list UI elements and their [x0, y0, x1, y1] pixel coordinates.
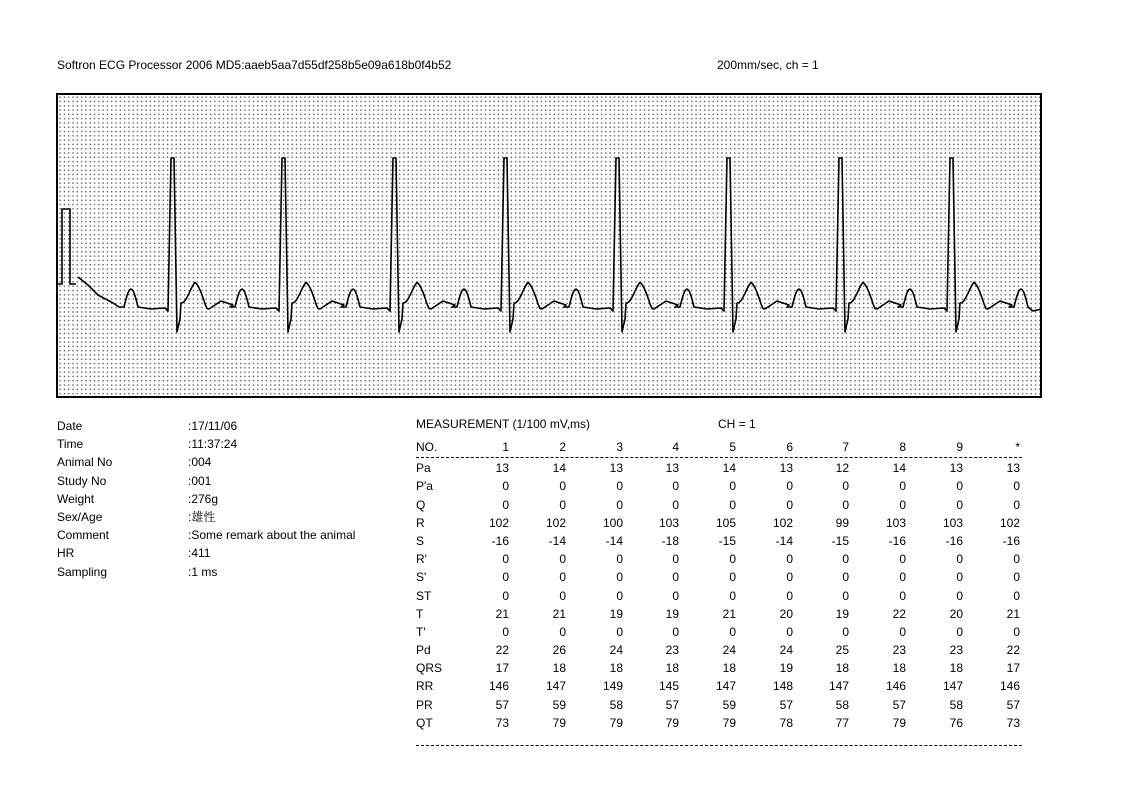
table-cell: 0: [502, 570, 509, 585]
table-cell: 148: [772, 679, 793, 694]
table-cell: 0: [729, 479, 736, 494]
table-cell: 0: [1013, 570, 1020, 585]
table-cell: 57: [892, 697, 906, 712]
table-row: [416, 623, 1022, 641]
table-row: [416, 550, 1022, 568]
table-cell: 0: [559, 479, 566, 494]
table-cell: 57: [1006, 697, 1020, 712]
table-cell: 0: [616, 588, 623, 603]
table-cell: 0: [842, 552, 849, 567]
info-label: HR: [57, 546, 75, 561]
table-cell: 21: [1006, 606, 1020, 621]
table-cell: 19: [609, 606, 623, 621]
table-cell: 79: [722, 715, 736, 730]
table-cell: 0: [956, 570, 963, 585]
table-row: [416, 714, 1022, 732]
table-cell: 18: [722, 661, 736, 676]
table-cell: 13: [1006, 461, 1020, 476]
table-row: [416, 459, 1022, 477]
table-cell: -15: [831, 533, 849, 548]
row-label: Pa: [416, 461, 431, 476]
ecg-strip: [56, 93, 1042, 398]
table-cell: 24: [779, 643, 793, 658]
table-cell: -16: [945, 533, 963, 548]
table-cell: 0: [956, 497, 963, 512]
table-cell: 19: [835, 606, 849, 621]
table-cell: 0: [559, 624, 566, 639]
table-cell: 0: [786, 479, 793, 494]
table-cell: 0: [559, 588, 566, 603]
table-cell: 0: [899, 588, 906, 603]
table-cell: 58: [835, 697, 849, 712]
table-row: [416, 477, 1022, 495]
table-cell: 0: [559, 552, 566, 567]
table-cell: 0: [672, 552, 679, 567]
row-label: QT: [416, 715, 433, 730]
table-cell: 0: [729, 570, 736, 585]
table-cell: *: [1015, 440, 1020, 454]
table-cell: 0: [502, 497, 509, 512]
info-value: :001: [188, 473, 212, 488]
table-row: [416, 587, 1022, 605]
report-title: Softron ECG Processor 2006 MD5:aaeb5aa7d55df258b5e09a618b0f4b52: [57, 58, 452, 72]
table-cell: 57: [779, 697, 793, 712]
table-cell: 0: [502, 552, 509, 567]
table-row: [416, 568, 1022, 586]
table-cell: 13: [665, 461, 679, 476]
table-cell: 24: [609, 643, 623, 658]
table-cell: 105: [715, 515, 736, 530]
table-cell: 13: [779, 461, 793, 476]
table-cell: 25: [835, 643, 849, 658]
table-cell: 14: [892, 461, 906, 476]
table-cell: 0: [616, 497, 623, 512]
row-label: QRS: [416, 661, 443, 676]
table-cell: 18: [892, 661, 906, 676]
info-label: Study No: [57, 473, 107, 488]
table-cell: 76: [949, 715, 963, 730]
table-cell: 0: [729, 624, 736, 639]
table-cell: 146: [488, 679, 509, 694]
paper-speed-label: 200mm/sec, ch = 1: [717, 58, 819, 72]
table-cell: -14: [548, 533, 566, 548]
row-label: RR: [416, 679, 434, 694]
table-cell: 57: [495, 697, 509, 712]
table-cell: 7: [842, 440, 849, 454]
table-cell: 0: [899, 570, 906, 585]
table-cell: 58: [609, 697, 623, 712]
table-cell: -14: [605, 533, 623, 548]
table-cell: 102: [488, 515, 509, 530]
table-cell: 147: [942, 679, 963, 694]
table-cell: 0: [672, 588, 679, 603]
table-cell: 103: [942, 515, 963, 530]
row-label: T': [416, 624, 426, 639]
table-cell: 103: [658, 515, 679, 530]
table-cell: 19: [665, 606, 679, 621]
row-label: PR: [416, 697, 433, 712]
info-label: Animal No: [57, 455, 113, 470]
info-value: :雄性: [188, 509, 216, 524]
table-row: [416, 659, 1022, 677]
table-cell: 23: [892, 643, 906, 658]
table-cell: 147: [545, 679, 566, 694]
table-cell: 79: [665, 715, 679, 730]
table-cell: 145: [658, 679, 679, 694]
info-value: :004: [188, 455, 212, 470]
table-cell: 0: [672, 570, 679, 585]
row-label: ST: [416, 588, 432, 603]
row-label: Pd: [416, 643, 431, 658]
ecg-waveform: [78, 158, 1042, 332]
table-cell: 146: [885, 679, 906, 694]
info-label: Weight: [57, 491, 95, 506]
table-cell: 0: [729, 497, 736, 512]
table-cell: 102: [772, 515, 793, 530]
table-cell: 79: [892, 715, 906, 730]
table-cell: 0: [672, 497, 679, 512]
table-cell: 0: [786, 552, 793, 567]
info-value: :Some remark about the animal: [188, 528, 356, 543]
table-header-row: [416, 438, 1022, 456]
table-cell: 100: [602, 515, 623, 530]
table-bottom-rule: [416, 745, 1022, 746]
table-cell: 79: [552, 715, 566, 730]
table-row: [416, 496, 1022, 514]
info-label: Date: [57, 419, 83, 433]
info-value: :17/11/06: [188, 419, 238, 433]
table-cell: 0: [786, 624, 793, 639]
row-label: P'a: [416, 479, 433, 494]
table-cell: 0: [956, 479, 963, 494]
table-cell: 0: [1013, 497, 1020, 512]
table-cell: 17: [1006, 661, 1020, 676]
table-cell: 0: [956, 624, 963, 639]
table-cell: 73: [1006, 715, 1020, 730]
table-cell: 22: [495, 643, 509, 658]
table-cell: 0: [1013, 479, 1020, 494]
table-row: [416, 605, 1022, 623]
table-cell: 0: [786, 497, 793, 512]
table-cell: -16: [491, 533, 509, 548]
table-cell: 18: [835, 661, 849, 676]
table-cell: 18: [949, 661, 963, 676]
info-value: :411: [188, 546, 211, 561]
table-cell: 0: [786, 588, 793, 603]
table-cell: -18: [661, 533, 679, 548]
table-cell: 0: [559, 570, 566, 585]
table-cell: 21: [722, 606, 736, 621]
table-cell: 20: [779, 606, 793, 621]
info-label: Sex/Age: [57, 509, 103, 524]
measurement-table: [416, 438, 1022, 732]
table-cell: 0: [616, 570, 623, 585]
table-cell: 17: [495, 661, 509, 676]
table-cell: 78: [779, 715, 793, 730]
table-cell: 59: [552, 697, 566, 712]
row-label: Q: [416, 497, 426, 512]
table-cell: 59: [722, 697, 736, 712]
table-cell: 0: [1013, 588, 1020, 603]
table-cell: 0: [559, 497, 566, 512]
table-row: [416, 677, 1022, 695]
table-row: [416, 696, 1022, 714]
info-label: Comment: [57, 528, 110, 543]
table-cell: 5: [729, 440, 736, 454]
table-cell: 19: [779, 661, 793, 676]
calibration-mark: [58, 209, 76, 284]
table-cell: 20: [949, 606, 963, 621]
table-cell: 4: [672, 440, 679, 454]
table-cell: -16: [1002, 533, 1020, 548]
table-cell: 102: [999, 515, 1020, 530]
table-cell: 57: [665, 697, 679, 712]
table-cell: 0: [672, 624, 679, 639]
ecg-trace: [58, 95, 1042, 398]
measurement-title: MEASUREMENT (1/100 mV,ms): [416, 417, 591, 431]
table-cell: 0: [616, 479, 623, 494]
table-cell: 77: [835, 715, 849, 730]
table-cell: 8: [899, 440, 906, 454]
row-label: R: [416, 515, 425, 530]
table-cell: 12: [835, 461, 849, 476]
table-cell: 1: [502, 440, 509, 454]
table-cell: 14: [552, 461, 566, 476]
table-cell: 79: [609, 715, 623, 730]
table-cell: 0: [956, 588, 963, 603]
info-value: :11:37:24: [188, 437, 238, 452]
table-row: [416, 641, 1022, 659]
table-cell: 0: [899, 624, 906, 639]
table-cell: 99: [835, 515, 849, 530]
table-cell: -15: [718, 533, 736, 548]
table-cell: 26: [552, 643, 566, 658]
table-row: [416, 532, 1022, 550]
row-label: T: [416, 606, 424, 621]
table-cell: 0: [502, 588, 509, 603]
table-cell: 3: [616, 440, 623, 454]
table-cell: 102: [545, 515, 566, 530]
table-cell: 18: [609, 661, 623, 676]
table-cell: 23: [665, 643, 679, 658]
table-cell: 58: [949, 697, 963, 712]
table-cell: -16: [888, 533, 906, 548]
table-cell: 0: [616, 624, 623, 639]
table-cell: 22: [892, 606, 906, 621]
row-label: NO.: [416, 440, 438, 454]
measurement-channel: CH = 1: [718, 417, 756, 431]
table-cell: 13: [609, 461, 623, 476]
table-cell: 18: [552, 661, 566, 676]
table-cell: 13: [495, 461, 509, 476]
table-cell: 0: [786, 570, 793, 585]
table-cell: 0: [842, 570, 849, 585]
table-cell: 0: [616, 552, 623, 567]
table-header-rule: [416, 457, 1022, 458]
table-cell: 14: [722, 461, 736, 476]
row-label: S': [416, 570, 427, 585]
table-cell: -14: [775, 533, 793, 548]
table-cell: 0: [1013, 624, 1020, 639]
table-cell: 13: [949, 461, 963, 476]
table-cell: 9: [956, 440, 963, 454]
info-label: Sampling: [57, 564, 108, 579]
table-cell: 149: [602, 679, 623, 694]
table-cell: 0: [502, 479, 509, 494]
row-label: S: [416, 533, 425, 548]
table-cell: 147: [828, 679, 849, 694]
table-cell: 0: [899, 479, 906, 494]
table-cell: 0: [842, 588, 849, 603]
table-cell: 146: [999, 679, 1020, 694]
table-cell: 22: [1006, 643, 1020, 658]
table-cell: 24: [722, 643, 736, 658]
table-cell: 21: [495, 606, 509, 621]
table-cell: 147: [715, 679, 736, 694]
info-label: Time: [57, 437, 84, 452]
table-cell: 2: [559, 440, 566, 454]
info-value: :276g: [188, 491, 219, 506]
table-cell: 23: [949, 643, 963, 658]
table-cell: 0: [842, 497, 849, 512]
calibration-pulse: [58, 209, 76, 284]
table-cell: 0: [899, 552, 906, 567]
table-cell: 18: [665, 661, 679, 676]
info-value: :1 ms: [188, 564, 218, 579]
table-cell: 0: [1013, 552, 1020, 567]
table-cell: 73: [495, 715, 509, 730]
table-cell: 6: [786, 440, 793, 454]
row-label: R': [416, 552, 427, 567]
table-cell: 0: [842, 479, 849, 494]
table-cell: 0: [502, 624, 509, 639]
table-cell: 0: [729, 552, 736, 567]
table-cell: 0: [729, 588, 736, 603]
table-cell: 0: [672, 479, 679, 494]
table-row: [416, 514, 1022, 532]
table-cell: 21: [552, 606, 566, 621]
table-cell: 0: [899, 497, 906, 512]
table-cell: 0: [842, 624, 849, 639]
table-cell: 103: [885, 515, 906, 530]
table-cell: 0: [956, 552, 963, 567]
